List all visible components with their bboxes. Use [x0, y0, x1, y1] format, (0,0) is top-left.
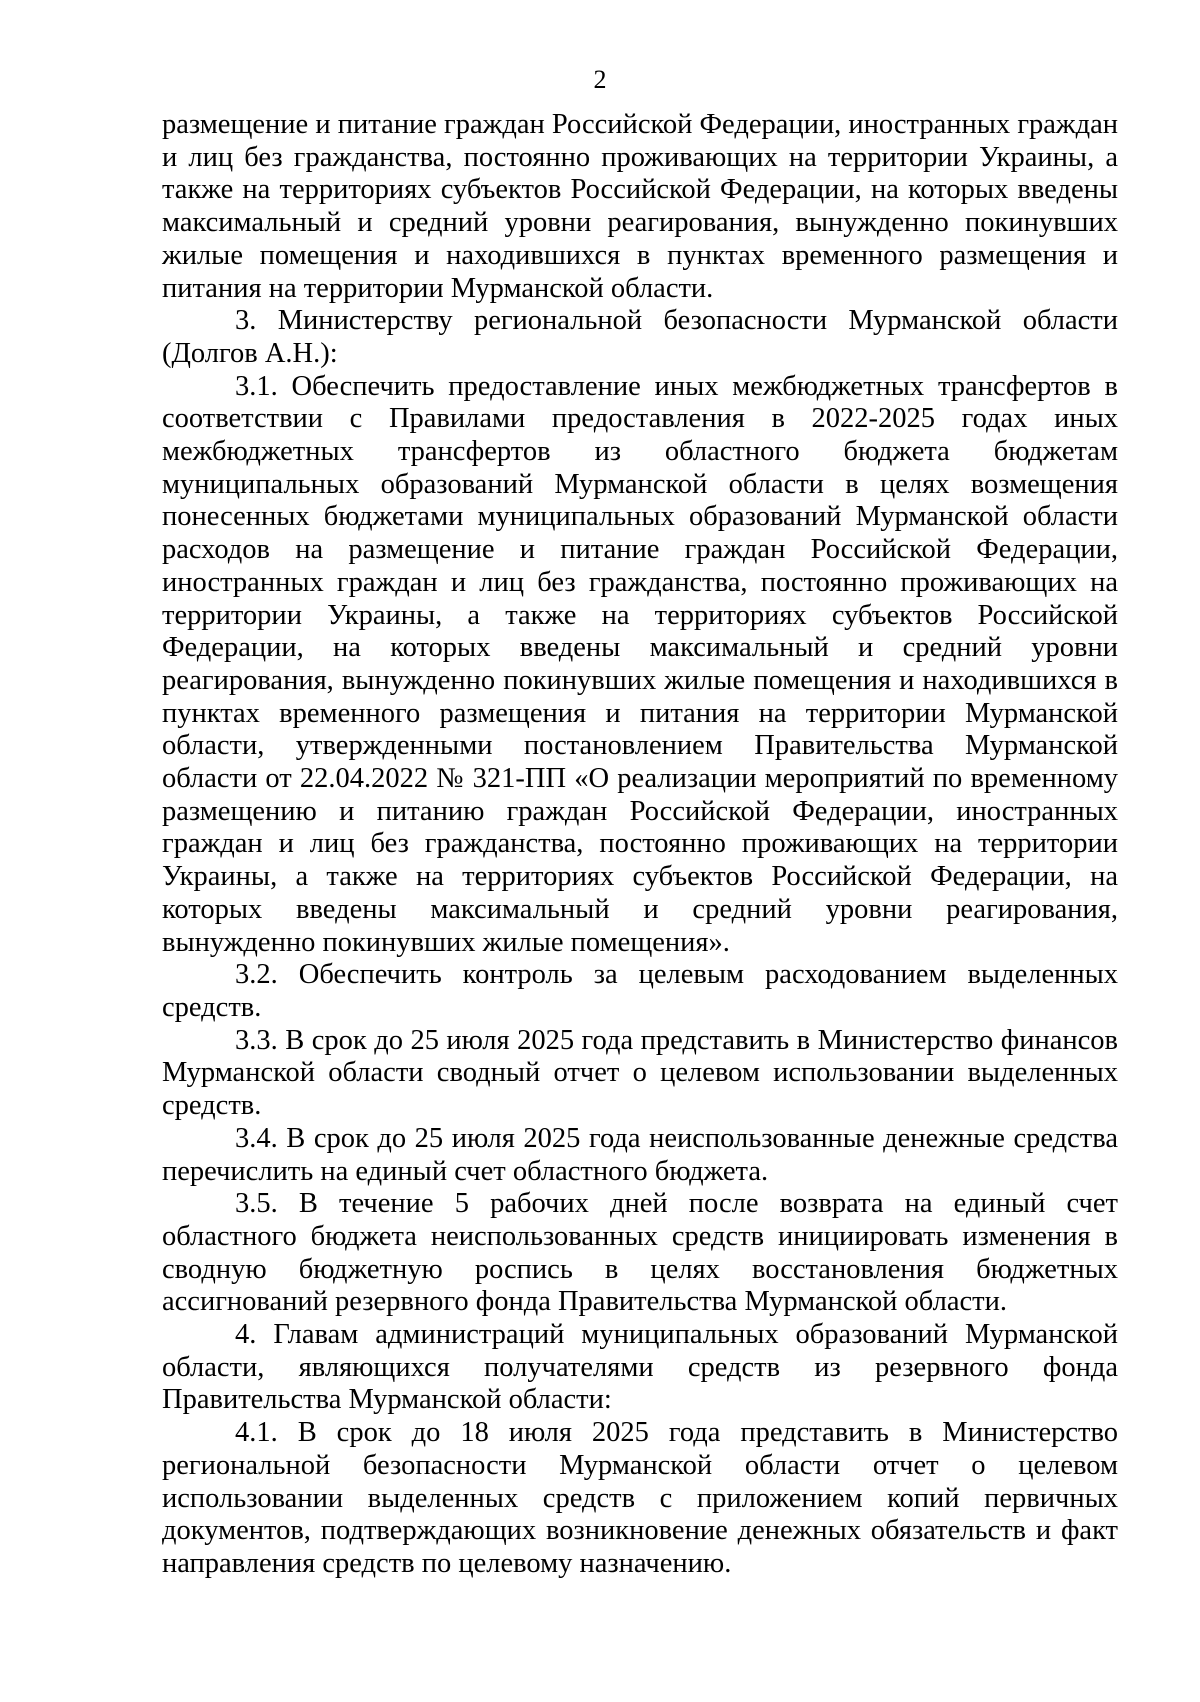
- paragraph-3-5: 3.5. В течение 5 рабочих дней после возврата на единый счет областного бюджета неиспользованных средств инициировать изменения в сводную бюджетную роспись в целях восстановления бюджетных ассигнований резервного фонда Правительства Мурманской области.: [162, 1188, 1118, 1318]
- paragraph-4: 4. Главам администраций муниципальных образований Мурманской области, являющихся получателями средств из резервного фонда Правительства Мурманской области:: [162, 1319, 1118, 1416]
- paragraph-3-2: 3.2. Обеспечить контроль за целевым расходованием выделенных средств.: [162, 959, 1118, 1023]
- paragraph-3: 3. Министерству региональной безопасности Мурманской области (Долгов А.Н.):: [162, 305, 1118, 369]
- paragraph-continuation: размещение и питание граждан Российской Федерации, иностранных граждан и лиц без гражданства, постоянно проживающих на территории Украины, а также на территориях субъектов Российской Федерации, на которых введены максимальный и средний уровни реагирования, вынужденно покинувших жилые помещения и находившихся в пунктах временного размещения и питания на территории Мурманской области.: [162, 109, 1118, 304]
- document-body: [162, 109, 1118, 1581]
- paragraph-3-1: 3.1. Обеспечить предоставление иных межбюджетных трансфертов в соответствии с Правилами предоставления в 2022-2025 годах иных межбюджетных трансфертов из областного бюджета бюджетам муниципальных образований Мурманской области в целях возмещения понесенных бюджетами муниципальных образований Мурманской области расходов на размещение и питание граждан Российской Федерации, иностранных граждан и лиц без гражданства, постоянно проживающих на территории Украины, а также на территориях субъектов Российской Федерации, на которых введены максимальный и средний уровни реагирования, вынужденно покинувших жилые помещения и находившихся в пунктах временного размещения и питания на территории Мурманской области, утвержденными постановлением Правительства Мурманской области от 22.04.2022 № 321-ПП «О реализации мероприятий по временному размещению и питанию граждан Российской Федерации, иностранных граждан и лиц без гражданства, постоянно проживающих на территории Украины, а также на территориях субъектов Российской Федерации, на которых введены максимальный и средний уровни реагирования, вынужденно покинувших жилые помещения».: [162, 370, 1118, 958]
- paragraph-4-1: 4.1. В срок до 18 июля 2025 года представить в Министерство региональной безопасности Мурманской области отчет о целевом использовании выделенных средств с приложением копий первичных документов, подтверждающих возникновение денежных обязательств и факт направления средств по целевому назначению.: [162, 1417, 1118, 1579]
- paragraph-3-4: 3.4. В срок до 25 июля 2025 года неиспользованные денежные средства перечислить на единый счет областного бюджета.: [162, 1122, 1118, 1187]
- paragraph-3-3: 3.3. В срок до 25 июля 2025 года представить в Министерство финансов Мурманской области сводный отчет о целевом использовании выделенных средств.: [162, 1024, 1118, 1122]
- page-number: 2: [593, 65, 607, 94]
